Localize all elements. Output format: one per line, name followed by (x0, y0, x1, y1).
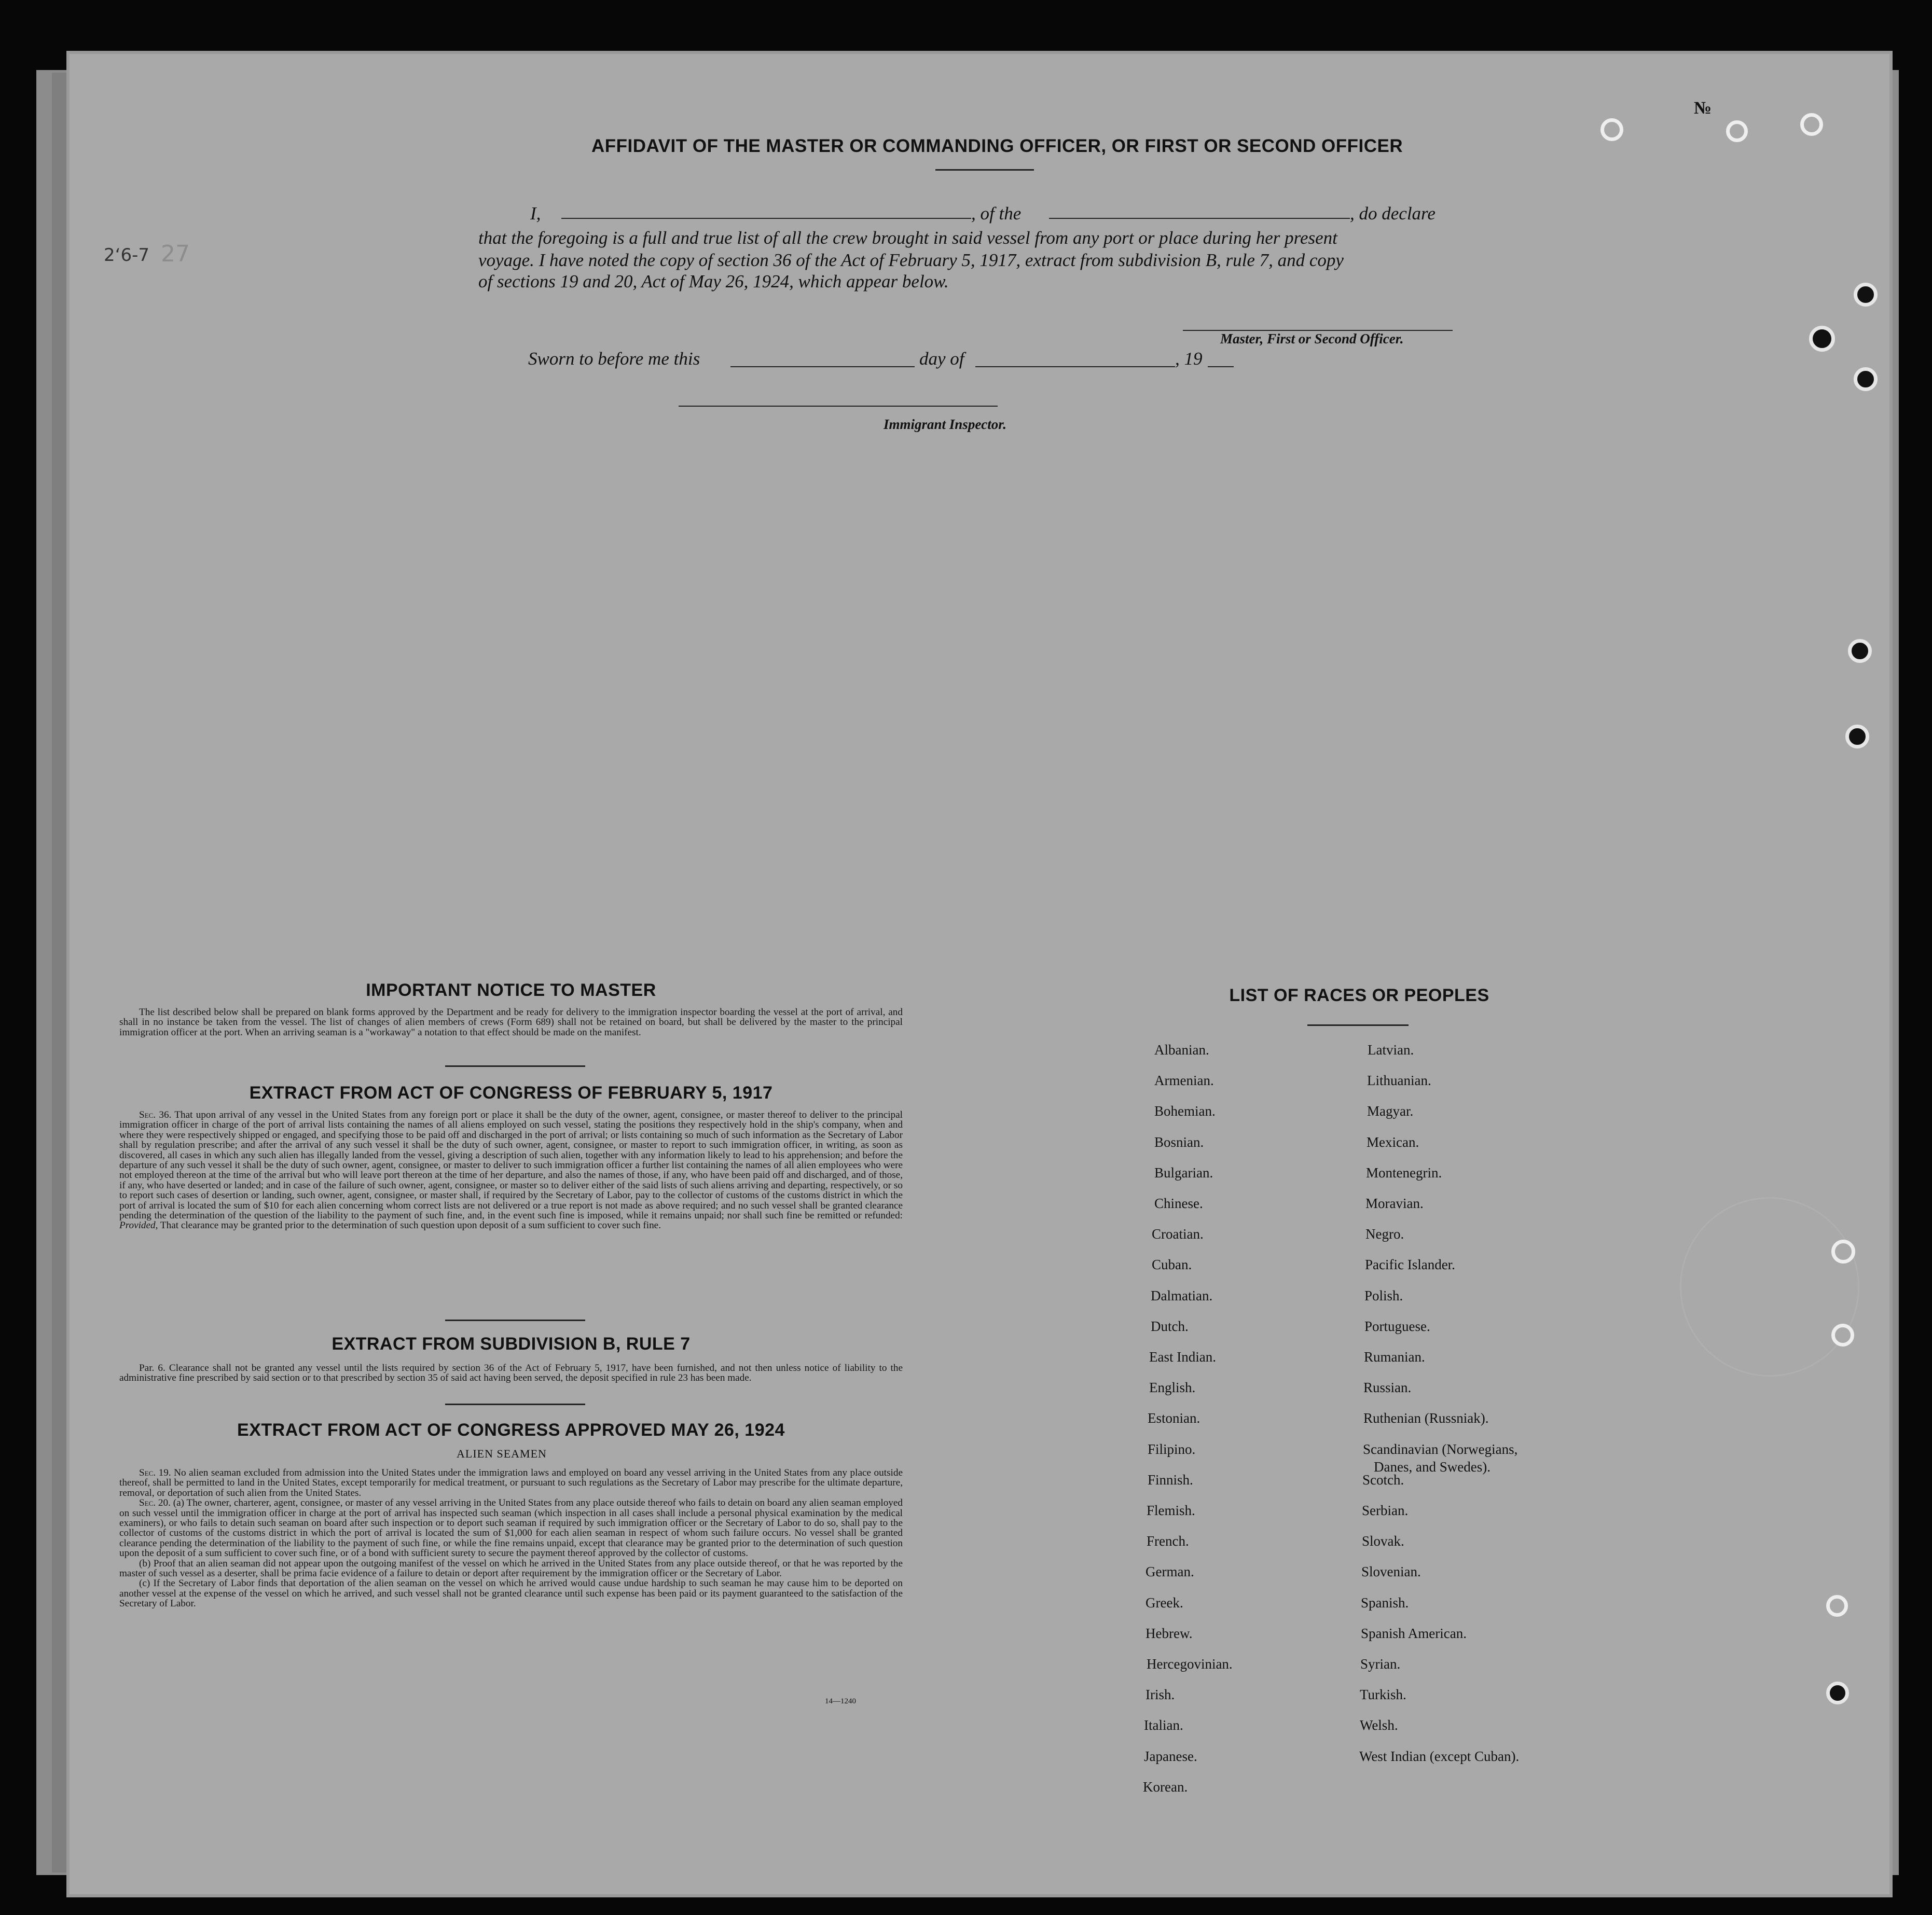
declaration-i: I, (530, 203, 541, 224)
sec20a-text: (a) The owner, charterer, agent, consignee, or master of any vessel arriving in the United States from any place outside thereof who fails to detain on board any alien seaman employed on such vessel until the immigration officer in charge at the port of arrival has inspected such seaman (which inspection in all cases shall include a personal physical examination by the medical examiners), or who fails to detain such seaman on board after such inspection or to deport such seaman if required by such immigration officer or the Secretary of Labor to do so, shall pay to the collector of customs of the customs district in which the port of arrival is located the sum of $1,000 for each alien seaman in respect of whom such failure occurs. No vessel shall be granted clearance pending the determination of the liability to the payment of such fine, or while the fine remains unpaid, except that clearance may be granted prior to the determination of such question upon the deposit of a sum sufficient to cover such fine, or of a bond with sufficient surety to secure the payment thereof approved by the collector of customs. (119, 1497, 903, 1559)
margin-annotation: 27 (161, 241, 190, 267)
sworn-month-blank (975, 366, 1175, 367)
extract-1924-text (119, 1468, 903, 1609)
name-blank (561, 218, 971, 219)
alien-seamen-subtitle: ALIEN SEAMEN (457, 1447, 547, 1460)
sworn-year: , 19 (1175, 349, 1203, 369)
race-item: Armenian. (1154, 1073, 1214, 1089)
faint-seal-impression (1680, 1197, 1859, 1377)
sec20b-text: (b) Proof that an alien seaman did not appear upon the outgoing manifest of the vessel on which he arrived in the United States from any place outside thereof, or that he was reported by the master of such vessel as a deserter, shall be prima facie evidence of a failure to detain or deport after requirement by the immigration officer or the Secretary of Labor. (119, 1558, 903, 1579)
race-item: Spanish. (1361, 1594, 1409, 1611)
race-item: Korean. (1143, 1779, 1188, 1795)
race-item: Polish. (1364, 1287, 1403, 1303)
race-item: West Indian (except Cuban). (1359, 1748, 1520, 1764)
extract-rule7-title: EXTRACT FROM SUBDIVISION B, RULE 7 (332, 1334, 691, 1354)
race-item: Latvian. (1368, 1042, 1414, 1058)
race-item: Rumanian. (1364, 1349, 1425, 1365)
punch-hole-icon (1600, 118, 1623, 141)
declaration-line-2: that the foregoing is a full and true list of all the crew brought in said vessel from any port or place during her present (478, 228, 1337, 248)
sec20c-text: (c) If the Secretary of Labor finds that deportation of the alien seaman on the vessel on which he arrived would cause undue hardship to such seaman he may cause him to be deported on another vessel at the expense of the vessel on which he arrived, and such vessel shall not be granted clearance until such expense has been paid or its payment guaranteed to the satisfaction of the Secretary of Labor. (119, 1578, 903, 1609)
sworn-day-of: day of (919, 349, 964, 369)
race-item: Croatian. (1152, 1226, 1204, 1242)
sworn-year-blank (1208, 366, 1234, 367)
race-item: Albanian. (1154, 1042, 1209, 1058)
notice-paragraph: The list described below shall be prepared on blank forms approved by the Department and be ready for delivery to the immigration inspector boarding the vessel at the port of arrival, and shall in no instance be taken from the vessel. The list of changes of alien members of crews (Form 689) shall not be retained on board, but shall be delivered by the master to the principal immigration officer at the port. When an arriving seaman is a "workaway" a notation to that effect should be made on the manifest. (119, 1007, 903, 1038)
race-item: Welsh. (1360, 1717, 1398, 1733)
race-item: Bosnian. (1154, 1134, 1204, 1150)
page-edge-strip (52, 73, 66, 1872)
punch-hole-icon (1854, 367, 1878, 391)
race-item: Finnish. (1148, 1472, 1193, 1488)
race-item: Turkish. (1360, 1687, 1406, 1703)
race-item: Serbian. (1362, 1503, 1409, 1518)
declaration-line-4: of sections 19 and 20, Act of May 26, 1924, which appear below. (478, 271, 949, 292)
race-item: Moravian. (1365, 1196, 1424, 1211)
race-item: Portuguese. (1364, 1318, 1430, 1334)
race-item: Slovak. (1362, 1533, 1404, 1549)
race-item: Magyar. (1367, 1103, 1414, 1119)
race-item: Greek. (1146, 1594, 1183, 1611)
master-signature-caption: Master, First or Second Officer. (1220, 331, 1404, 346)
extract-1924-title: EXTRACT FROM ACT OF CONGRESS APPROVED MAY 26, 1924 (237, 1420, 785, 1440)
punch-hole-icon (1848, 639, 1872, 663)
race-item: Cuban. (1152, 1257, 1192, 1273)
race-item: Ruthenian (Russniak). (1363, 1410, 1489, 1426)
punch-hole-icon (1809, 326, 1835, 352)
race-item: French. (1147, 1533, 1189, 1549)
section-rule (445, 1065, 585, 1067)
punch-hole-icon (1831, 1324, 1854, 1347)
declaration-of-the: , of the (971, 203, 1022, 224)
form-number: 14—1240 (825, 1697, 856, 1705)
race-item: Negro. (1365, 1226, 1404, 1242)
race-item: Danes, and Swedes). (1374, 1459, 1491, 1475)
race-item: Lithuanian. (1367, 1073, 1431, 1089)
section-rule (445, 1404, 585, 1405)
race-item: English. (1149, 1380, 1196, 1396)
sec36-text-a: That upon arrival of any vessel in the United States from any foreign port or place it shall be the duty of the owner, agent, consignee, or master thereof to deliver to the principal immigration officer in charge of the port of arrival lists containing the names of all aliens employed on such vessel, stating the positions they respectively hold in the ship's company, when and where they were respectively shipped or engaged, and specifying those to be paid off and discharged in the port of arrival; or lists containing so much of such information as the Secretary of Labor shall by regulation prescribe; and after the arrival of any such vessel it shall be the duty of such owner, agent, consignee, or master to report to such immigration officer, in writing, as soon as discovered, all cases in which any such alien has illegally landed from the vessel, giving a description of such alien, together with any information likely to lead to his apprehension; and before the departure of any such vessel it shall be the duty of such owner, agent, consignee, or master to deliver to such immigration officer a further list containing the names of all alien employees who were not employed thereon at the time of the arrival but who will leave port thereon at the time of her departure, and also the names of those, if any, who have been paid off and discharged, and of those, if any, who have deserted or landed; and in case of the failure of such owner, agent, consignee, or master so to deliver either of the said lists of such aliens arriving and departing, respectively, or so to report such cases of desertion or landing, such owner, agent, consignee, or master shall, if required by the Secretary of Labor, pay to the collector of customs of the customs district in which the port of arrival is located the sum of $10 for each alien concerning whom correct lists are not delivered or a true report is not made as above required; and no such vessel shall be granted clearance pending the determination of the question of the liability to the payment of such fine, and, in the event such fine is imposed, while it remains unpaid; nor shall such fine be remitted or refunded: (119, 1109, 903, 1222)
punch-hole-icon (1831, 1240, 1855, 1264)
race-item: Dutch. (1151, 1318, 1189, 1334)
races-title-rule (1307, 1024, 1409, 1026)
race-item: Scotch. (1362, 1472, 1404, 1488)
punch-hole-icon (1726, 120, 1748, 142)
section-rule (445, 1320, 585, 1321)
race-item: Montenegrin. (1366, 1164, 1442, 1181)
punch-hole-icon (1826, 1682, 1849, 1704)
race-item: Japanese. (1144, 1748, 1197, 1764)
race-item: Bohemian. (1154, 1103, 1216, 1119)
races-title: LIST OF RACES OR PEOPLES (1229, 986, 1489, 1005)
race-item: Flemish. (1147, 1503, 1195, 1518)
race-item: Filipino. (1148, 1441, 1196, 1457)
punch-hole-icon (1845, 725, 1869, 748)
notice-title: IMPORTANT NOTICE TO MASTER (366, 980, 656, 1000)
race-item: Hercegovinian. (1147, 1656, 1233, 1672)
race-item: Russian. (1363, 1380, 1412, 1396)
race-item: Italian. (1144, 1717, 1183, 1733)
race-item: East Indian. (1149, 1349, 1216, 1365)
race-item: Dalmatian. (1151, 1287, 1213, 1303)
race-item: Mexican. (1367, 1134, 1419, 1150)
race-item: Hebrew. (1146, 1625, 1193, 1641)
sec36-text-b: That clearance may be granted prior to the determination of such question upon deposit of a sum sufficient to cover such fine. (160, 1220, 661, 1231)
extract-rule7-text (119, 1363, 903, 1383)
race-item: Spanish American. (1361, 1625, 1467, 1641)
declaration-line-3: voyage. I have noted the copy of section 36 of the Act of February 5, 1917, extract from subdivision B, rule 7, and copy (478, 250, 1344, 270)
race-item: Pacific Islander. (1365, 1257, 1455, 1273)
punch-hole-icon (1854, 283, 1878, 307)
race-item: Scandinavian (Norwegians, (1363, 1441, 1518, 1457)
sec20-label: Sec. 20. (139, 1497, 171, 1509)
race-item: German. (1146, 1564, 1194, 1580)
margin-annotation: 2ʻ6-7 (104, 245, 149, 266)
sworn-prefix: Sworn to before me this (528, 349, 700, 369)
sec36-label: Sec. 36. (139, 1109, 172, 1120)
document-page (66, 51, 1893, 1897)
title-rule (935, 169, 1034, 171)
race-item: Estonian. (1148, 1410, 1200, 1426)
sworn-day-blank (730, 366, 915, 367)
sec19-text: No alien seaman excluded from admission into the United States under the immigration laws and employed on board any vessel arriving in the United States from any place outside thereof, shall be permitted to land in the United States, except temporarily for medical treatment, or pursuant to such regulations as the Secretary of Labor may prescribe for the ultimate departure, removal, or deportation of such alien from the United States. (119, 1467, 903, 1498)
race-item: Bulgarian. (1154, 1164, 1213, 1181)
vessel-blank (1049, 218, 1350, 219)
race-item: Chinese. (1154, 1196, 1203, 1211)
race-item: Slovenian. (1361, 1564, 1421, 1580)
declaration-do-declare: , do declare (1350, 203, 1436, 224)
race-item: Irish. (1146, 1687, 1175, 1703)
punch-hole-icon (1826, 1595, 1848, 1617)
sec36-provided: Provided, (119, 1220, 158, 1231)
notice-text (119, 1007, 903, 1037)
page-number-mark: № (1694, 99, 1712, 118)
extract-1917-title: EXTRACT FROM ACT OF CONGRESS OF FEBRUARY 5, 1917 (249, 1083, 773, 1103)
race-item: Syrian. (1360, 1656, 1401, 1672)
extract-1917-text (119, 1110, 903, 1231)
affidavit-title: AFFIDAVIT OF THE MASTER OR COMMANDING OFFICER, OR FIRST OR SECOND OFFICER (591, 136, 1403, 156)
inspector-signature-caption: Immigrant Inspector. (884, 417, 1007, 432)
sec19-label: Sec. 19. (139, 1467, 171, 1478)
inspector-signature-line (679, 406, 998, 407)
rule7-paragraph: Par. 6. Clearance shall not be granted any vessel until the lists required by section 36 of the Act of February 5, 1917, have been furnished, and not then unless notice of liability to the administrative fine prescribed by said section or to that prescribed by section 35 of said act having been served, the deposit specified in rule 23 has been made. (119, 1363, 903, 1384)
punch-hole-icon (1800, 113, 1823, 136)
